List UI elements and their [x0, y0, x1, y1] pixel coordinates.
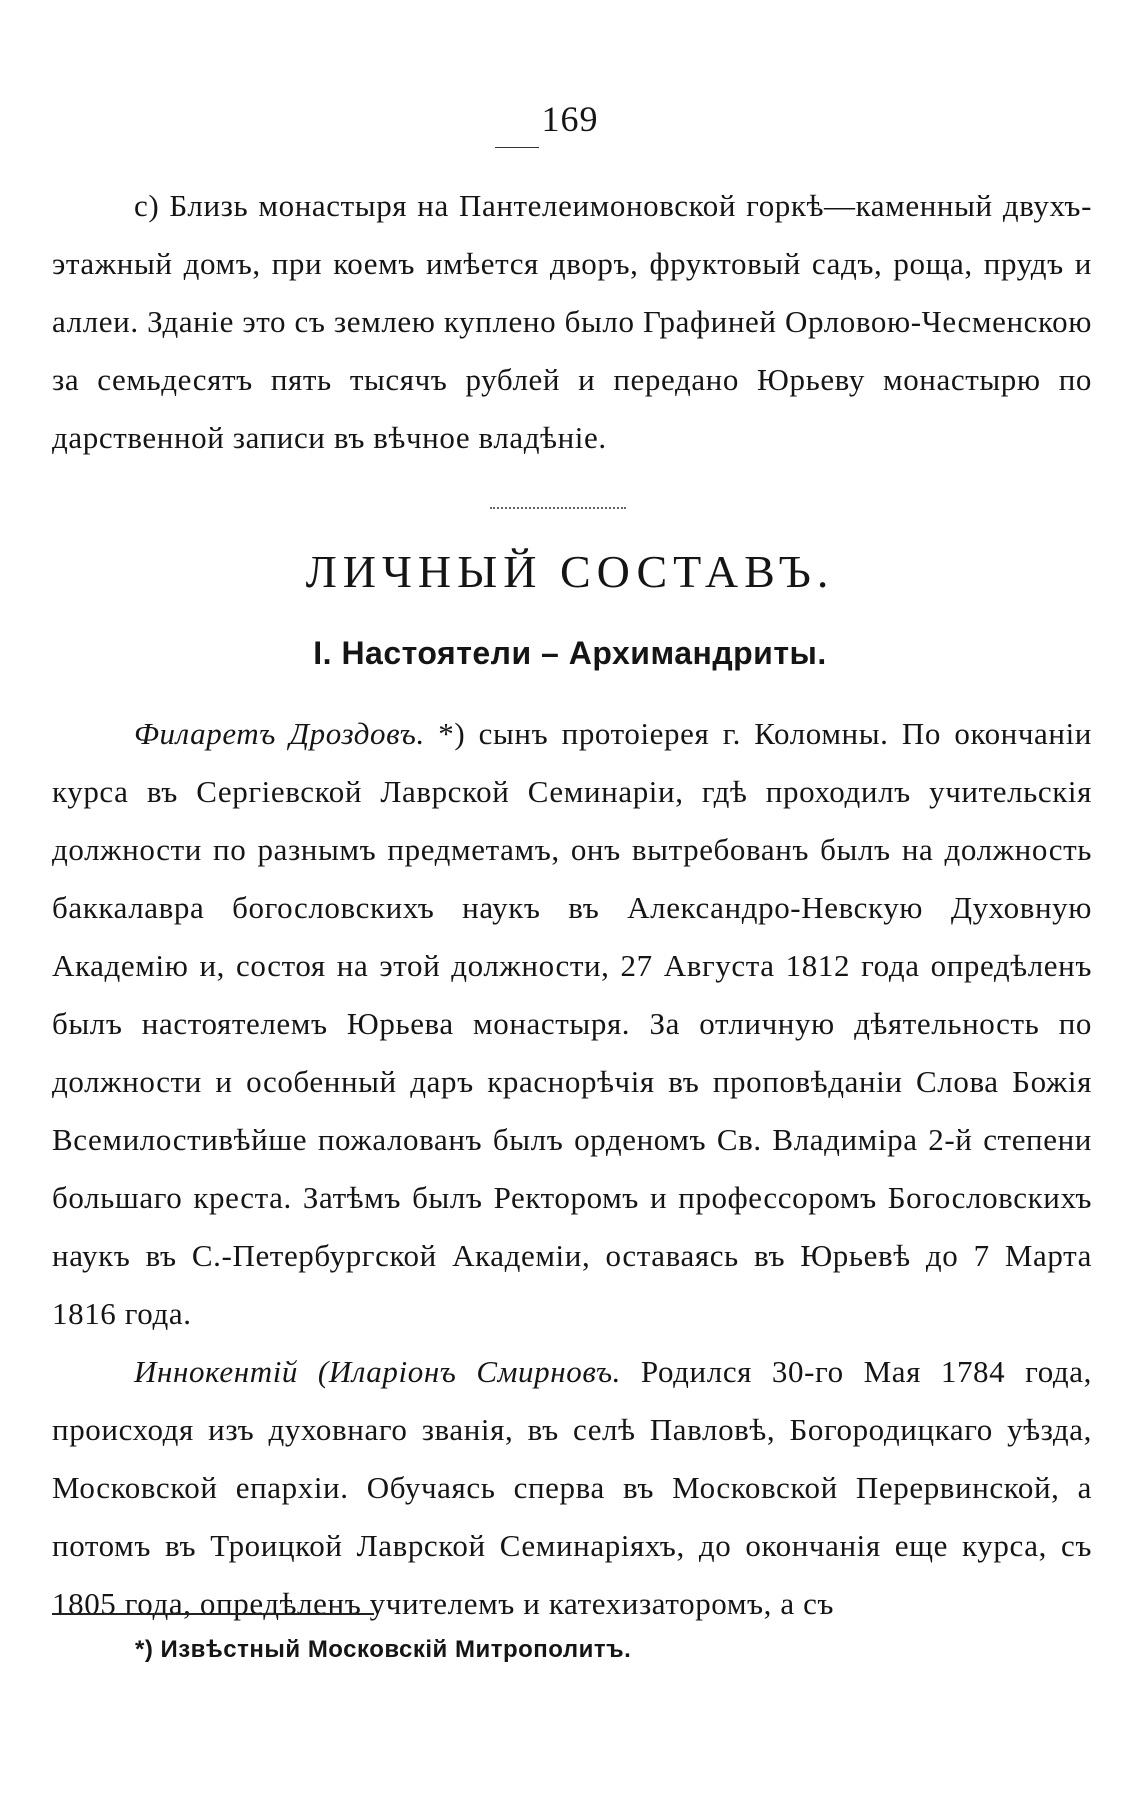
- page-number: 169: [541, 99, 599, 139]
- intro-paragraph: с) Близь монастыря на Пантелеимоновской горкѣ—каменный двухъ-этажный домъ, при коемъ имѣется дворъ, фруктовый садъ, роща, прудъ и аллеи. Зданіе это съ землею куплено было Графиней Орловою-Чесменскою за семьдесятъ пять тысячъ рублей и передано Юрьеву монастырю по дарственной записи въ вѣчное владѣніе.: [52, 188, 1092, 455]
- intro-block: [52, 177, 1092, 467]
- person-name-filaret: Филаретъ Дроздовъ.: [134, 716, 425, 751]
- footnote: *) Извѣстный Московскій Митрополитъ.: [135, 1636, 632, 1663]
- section-title: ЛИЧНЫЙ СОСТАВЪ.: [305, 546, 835, 597]
- paragraph-text-innokentiy: Родился 30-го Мая 1784 года, происходя изъ духовнаго званія, въ селѣ Павловѣ, Богородицкаго уѣзда, Московской епархіи. Обучаясь сперва въ Московской Перервинской, а потомъ въ Троицкой Лаврской Семинаріяхъ, до окончанія еще курса, съ 1805 года, опредѣленъ учителемъ и катехизаторомъ, а съ: [52, 1354, 1092, 1621]
- biography-paragraph-filaret: [52, 705, 1092, 1343]
- page-number-rule: [495, 147, 539, 148]
- paragraph-text-filaret: *) сынъ протоіерея г. Коломны. По окончаніи курса въ Сергіевской Лаврской Семинаріи, гдѣ проходилъ учительскія должности по разнымъ предметамъ, онъ вытребованъ былъ на должность баккалавра богословскихъ наукъ въ Александро-Невскую Духовную Академію и, состоя на этой должности, 27 Августа 1812 года опредѣленъ былъ настоятелемъ Юрьева монастыря. За отличную дѣятельность по должности и особенный даръ краснорѣчія въ проповѣданіи Слова Божія Всемилостивѣйше пожалованъ былъ орденомъ Св. Владиміра 2-й степени большаго креста. Затѣмъ былъ Ректоромъ и профессоромъ Богословскихъ наукъ въ С.-Петербургской Академіи, оставаясь въ Юрьевѣ до 7 Марта 1816 года.: [52, 716, 1092, 1331]
- subsection-title: I. Настоятели – Архимандриты.: [313, 635, 827, 671]
- biography-block: [52, 705, 1092, 1633]
- person-name-innokentiy: Иннокентій (Иларіонъ Смирновъ.: [134, 1354, 622, 1389]
- biography-paragraph-innokentiy: [52, 1343, 1092, 1633]
- section-separator: [490, 507, 626, 509]
- footnote-rule: [52, 1613, 374, 1615]
